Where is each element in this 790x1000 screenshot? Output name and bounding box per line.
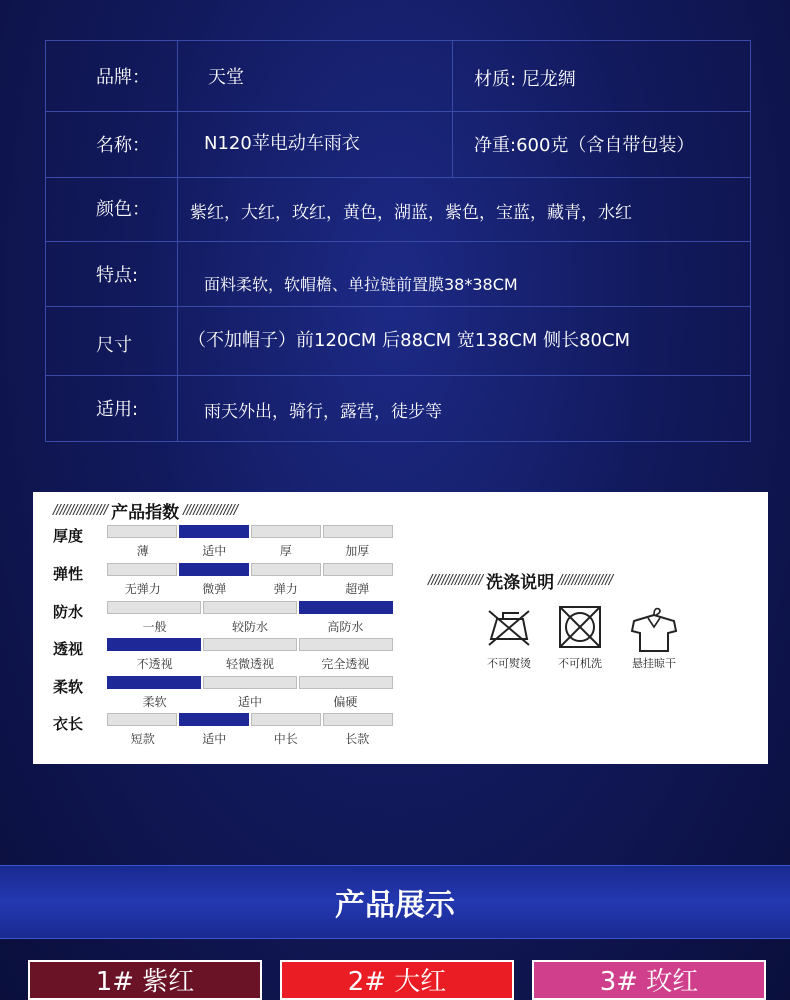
brand-label: 品牌： — [96, 67, 150, 88]
metric-bar-segment — [323, 713, 393, 726]
column-divider — [452, 41, 453, 177]
showcase-title: 产品展示 — [335, 888, 455, 923]
metric-bar-segment — [107, 563, 177, 576]
size-label: 尺寸 — [96, 335, 132, 356]
care-title — [428, 568, 612, 593]
metric-level-label: 中长 — [273, 732, 298, 746]
metric-bar-segment — [299, 676, 393, 689]
metric-level-label: 适中 — [202, 732, 227, 746]
no-iron-icon — [485, 605, 533, 649]
metric-level-label: 完全透视 — [321, 657, 370, 671]
metric-name: 厚度 — [53, 527, 84, 545]
metric-bar-segment — [251, 713, 321, 726]
metric-level-label: 较防水 — [231, 620, 268, 634]
metric-bar-segment — [299, 638, 393, 651]
hang-dry-icon — [628, 605, 680, 655]
name-label: 名称： — [96, 135, 150, 156]
metric-level-label: 弹力 — [273, 582, 298, 596]
metric-bar — [107, 638, 393, 651]
metric-level-labels — [107, 580, 393, 597]
metric-level-labels — [107, 618, 393, 635]
metric-level-label: 无弹力 — [124, 582, 161, 596]
metric-level-label: 薄 — [136, 544, 149, 558]
metric-bar-segment-selected — [179, 563, 249, 576]
metric-bar-segment — [107, 601, 201, 614]
no-machine-wash-icon — [556, 605, 604, 649]
color-value: 紫红，大红，玫红，黄色，湖蓝，紫色，宝蓝，藏青，水红 — [190, 202, 632, 223]
use-value: 雨天外出，骑行，露营，徒步等 — [204, 401, 442, 422]
title-decoration: //////////////// — [53, 503, 108, 518]
metric-bar-segment — [251, 525, 321, 538]
metric-level-label: 超弹 — [345, 582, 370, 596]
care-title-text: 洗涤说明 — [486, 573, 555, 593]
metric-level-label: 适中 — [237, 695, 262, 709]
material-value: 材质: 尼龙绸 — [474, 69, 576, 90]
title-decoration: //////////////// — [183, 503, 238, 518]
metric-bar-segment — [203, 638, 297, 651]
care-label: 不可熨烫 — [487, 657, 531, 670]
metric-bar-segment — [323, 525, 393, 538]
metric-bar — [107, 713, 393, 726]
metric-bar — [107, 676, 393, 689]
spec-table — [45, 40, 751, 442]
metric-level-labels — [107, 542, 393, 559]
feature-value: 面料柔软，软帽檐、单拉链前置膜38*38CM — [204, 275, 518, 294]
care-item-no-iron — [469, 605, 549, 671]
metric-name: 弹性 — [53, 565, 84, 583]
use-label: 适用: — [96, 399, 139, 420]
metric-bar-segment-selected — [299, 601, 393, 614]
care-label: 悬挂晾干 — [632, 657, 676, 670]
brand-value: 天堂 — [208, 67, 244, 88]
metric-level-label: 长款 — [345, 732, 370, 746]
metric-level-labels — [107, 655, 393, 672]
index-title — [53, 498, 237, 523]
metric-bar-segment-selected — [179, 525, 249, 538]
swatch-3[interactable]: 3# 玫红 — [532, 960, 766, 1000]
metric-name: 柔软 — [53, 678, 84, 696]
color-label: 颜色： — [96, 199, 150, 220]
metric-bar-segment — [107, 713, 177, 726]
metric-level-labels — [107, 693, 393, 710]
metric-name: 衣长 — [53, 715, 84, 733]
title-decoration: //////////////// — [558, 573, 613, 588]
metric-bar-segment — [203, 676, 297, 689]
metric-level-label: 柔软 — [142, 695, 167, 709]
swatch-2[interactable]: 2# 大红 — [280, 960, 514, 1000]
metric-bar-segment — [107, 525, 177, 538]
column-divider — [177, 41, 178, 441]
metric-bar — [107, 525, 393, 538]
showcase-banner — [0, 865, 790, 939]
metric-level-label: 厚 — [279, 544, 292, 558]
care-item-hang-dry — [614, 605, 694, 671]
metric-bar — [107, 601, 393, 614]
name-value: N120苹电动车雨衣 — [204, 133, 360, 154]
index-title-text: 产品指数 — [111, 503, 180, 523]
metric-bar-segment — [203, 601, 297, 614]
weight-value: 净重:600克（含自带包装） — [474, 135, 695, 156]
care-label: 不可机洗 — [558, 657, 602, 670]
metric-level-label: 不透视 — [136, 657, 173, 671]
metric-level-labels — [107, 730, 393, 747]
title-decoration: //////////////// — [428, 573, 483, 588]
metric-bar-segment — [323, 563, 393, 576]
swatch-1[interactable]: 1# 紫红 — [28, 960, 262, 1000]
feature-label: 特点: — [96, 264, 139, 286]
metric-name: 透视 — [53, 640, 84, 658]
metric-name: 防水 — [53, 603, 84, 621]
metric-bar — [107, 563, 393, 576]
metric-level-label: 适中 — [202, 544, 227, 558]
metric-level-label: 轻微透视 — [225, 657, 274, 671]
metric-level-label: 高防水 — [327, 620, 364, 634]
metric-bar-segment-selected — [107, 676, 201, 689]
care-item-no-machine-wash — [540, 605, 620, 671]
metric-bar-segment — [251, 563, 321, 576]
metric-level-label: 微弹 — [202, 582, 227, 596]
metric-bar-segment-selected — [179, 713, 249, 726]
metric-level-label: 偏硬 — [333, 695, 358, 709]
metric-level-label: 短款 — [130, 732, 155, 746]
metric-level-label: 加厚 — [345, 544, 370, 558]
metric-bar-segment-selected — [107, 638, 201, 651]
size-value: （不加帽子）前120CM 后88CM 宽138CM 侧长80CM — [188, 330, 631, 351]
metric-level-label: 一般 — [142, 620, 167, 634]
